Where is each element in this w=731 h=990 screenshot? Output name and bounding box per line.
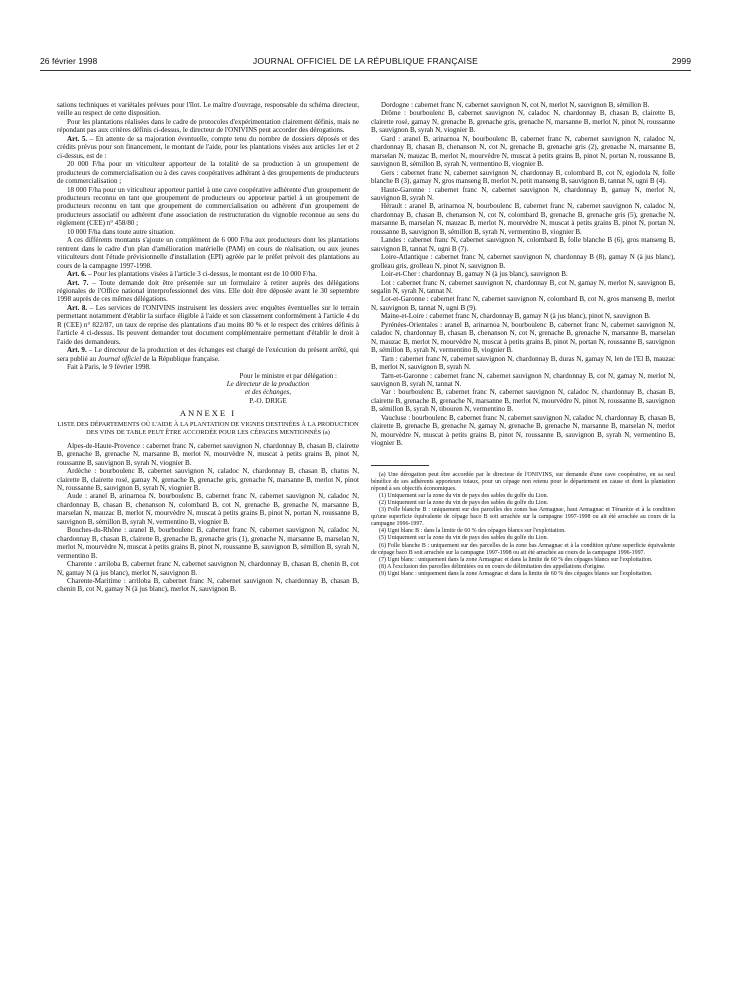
department-entry: Aude : aranel B, arinarnoa N, bourboulenc B, cabernet franc N, cabernet sauvignon N, caladoc N, chardonnay B, chasan B, chenanson N, colombard B, cot N, grenache B, grenache N, marsanne B, marselan N, mauzac B, merlot N, mourvèdre N, muscat à petits grains B, pinot N, portan N, roussanne B, sauvignon B, sémillon B, syrah N, vermentino B, viognier B.	[57, 492, 359, 526]
paragraph: Pour les plantations réalisées dans le cadre de protocoles d'expérimentation clairement définis, mais ne répondant pas aux critères définis ci-dessus, le directeur de l'ONIVINS peut accorder des dérogations.	[57, 117, 359, 135]
footnote: (1) Uniquement sur la zone du vin de pays des sables du golfe du Lion.	[379, 492, 549, 499]
signatory: P.-O. DRIGE	[249, 396, 287, 405]
paragraph: sations techniques et variétales prévues pour l'îlot. Le maître d'ouvrage, responsable du schéma directeur, veille au respect de cette disposition.	[57, 101, 359, 118]
paragraph: 10 000 F/ha dans toute autre situation.	[67, 227, 175, 236]
footnote: (7) Ugni blanc : uniquement dans la zone Armagnac et dans la limite de 60 % des cépages blancs sur l'exploitation.	[379, 556, 653, 563]
annex-heading: ANNEXE I	[179, 408, 237, 419]
article-label: Art. 7.	[67, 278, 89, 287]
department-entry: Vaucluse : bourboulenc B, cabernet franc N, cabernet sauvignon N, caladoc N, chardonnay B, chasan B, clairette B, grenache B, grenache N, gamay N, grenache B, grenache N, marsanne B, marselan N, merlot N, mourvèdre N, muscat à petits grains B, pinot N, roussanne B, sauvignon B, syrah N, vermentino B, viognier B.	[371, 413, 675, 448]
department-entry: Alpes-de-Haute-Provence : cabernet franc N, cabernet sauvignon N, chardonnay B, chasan B, clairette B, grenache B, grenache N, marsanne B, merlot N, mourvèdre N, muscat à petits grains B, pinot N, roussanne B, sauvignon B, syrah N, viognier B.	[57, 441, 359, 467]
article-text: – En attente de sa majoration éventuelle, compte tenu du nombre de dossiers déposés et des crédits prévus pour son financement, le montant de l'aide, pour les plantations visées aux articles 1er et 2 ci-dessus, est de :	[57, 134, 359, 160]
department-entry: Haute-Garonne : cabernet franc N, cabernet sauvignon N, chardonnay B, gamay N, merlot N, sauvignon B, syrah N.	[371, 185, 675, 202]
department-entry: Lot-et-Garonne : cabernet franc N, cabernet sauvignon N, colombard B, cot N, gros manseng B, merlot N, sauvignon B, tannat N, ugni B (9).	[371, 295, 675, 312]
paragraph: 18 000 F/ha pour un viticulteur apporteur partiel à une cave coopérative adhérente d'un groupement de producteurs reconnu en tant que groupement de producteurs ou apporteur partiel à un groupement de producteurs reconnu en tant que groupement de commercialisation ou adhérent d'un groupement de producteurs associatif ou adhérent d'une association de restructuration du vignoble reconnue au sens du règlement (CEE) n° 458/80 ;	[57, 185, 359, 228]
department-entry: Gard : aranel B, arinarnoa N, bourboulenc B, cabernet franc N, cabernet sauvignon N, caladoc N, chardonnay B, chasan B, chenanson N, cot N, grenache B, grenache gris (2), grenache N, marsanne B, marselan N, mauzac B, merlot N, mourvèdre N, muscat à petits grains B, pinot N, portan N, roussanne B, sauvignon B, sémillon B, syrah N, vermentino B, viognier B.	[371, 134, 675, 169]
department-entry: Charente : arriloba B, cabernet franc N, cabernet sauvignon N, chardonnay B, chasan B, chenin B, cot N, gamay N (à jus blanc), merlot N, sauvignon B.	[57, 560, 359, 577]
page-header	[40, 56, 691, 68]
department-entry: Drôme : bourboulenc B, cabernet sauvignon N, caladoc N, chardonnay B, chasan B, clairette B, clairette rosé, gamay N, grenache B, grenache gris, grenache N, marsanne B, merlot N, pinot N, roussanne B, sauvignon B, syrah N, viognier B.	[371, 109, 675, 135]
footnote: (5) Uniquement sur la zone du vin de pays des sables du golfe du Lion.	[379, 535, 549, 542]
department-entry: Pyrénées-Orientales : aranel B, arinarnoa N, bourboulenc B, cabernet franc N, cabernet sauvignon N, caladoc N, chardonnay B, chasan B, chenanson N, cot N, grenache B, grenache N, marsanne B, marselan N, mauzac B, merlot N, mourvèdre N, muscat à petits grains B, pinot N, portan N, roussanne B, sauvignon B, sémillon B, syrah N, vermentino B, viognier B.	[371, 320, 675, 355]
header-date: 26 février 1998	[40, 56, 98, 66]
footnote: (4) Ugni blanc B : dans la limite de 60 % des cépages blancs sur l'exploitation.	[379, 528, 566, 535]
right-column	[371, 101, 675, 578]
footnote-rule	[371, 465, 429, 466]
date-line: Fait à Paris, le 9 février 1998.	[67, 363, 151, 372]
department-entry: Tarn : cabernet franc N, cabernet sauvignon N, chardonnay B, duras N, gamay N, len de l'El B, mauzac B, merlot N, sauvignon B, syrah N.	[371, 354, 675, 372]
department-entry: Loir-et-Cher : chardonnay B, gamay N (à jus blanc), sauvignon B.	[381, 270, 568, 279]
department-entry: Charente-Maritime : arriloba B, cabernet franc N, cabernet sauvignon N, chardonnay B, chasan B, chenin B, cot N, gamay N (à jus blanc), merlot N, sauvignon B.	[57, 577, 359, 594]
article-label: Art. 8.	[67, 303, 88, 312]
department-entry: Hérault : aranel B, arinarnoa N, bourboulenc B, cabernet franc N, cabernet sauvignon N, caladoc N, chardonnay B, chasan B, chenanson N, cot N, colombard B, grenache B, grenache gris (5), grenache N, marsanne B, marselan N, mauzac B, merlot N, mourvèdre N, muscat à petits grains B, pinot N, portan N, roussanne B, sauvignon B, sémillon B, syrah N, vermentino B, viognier B.	[371, 202, 675, 236]
journal-ref: Journal officiel	[97, 354, 142, 363]
footnote: (9) Ugni blanc : uniquement dans la zone Armagnac et dans la limite de 60 % des cépages blancs sur l'exploitation.	[379, 570, 653, 577]
page-number: 2999	[671, 56, 691, 66]
footnotes	[371, 472, 675, 578]
article-text: – Les services de l'ONIVINS instruisent les dossiers avec enquêtes éventuelles sur le terrain permettant notamment d'établir la surface éligible à l'aide et son classement conformément à l'article 4 du R (CEE) n° 822/87, un taux de reprise des plantations d'au moins 80 % et le respect des critères définis à l'article 4 ci-dessus. Ils peuvent demander tout document complémentaire permettant d'établir le droit à l'aide des demandeurs.	[57, 303, 359, 346]
footnote: (8) A l'exclusion des parcelles délimitées ou en cours de délimitation des appellations d'origine.	[379, 563, 606, 570]
department-entry: Loire-Atlantique : cabernet franc N, cabernet sauvignon N, chardonnay B (8), gamay N (à jus blanc), grolleau gris, grolleau N, pinot N, sauvignon B.	[371, 253, 675, 270]
department-entry: Tarn-et-Garonne : cabernet franc N, cabernet sauvignon N, chardonnay B, cot N, gamay N, merlot N, sauvignon B, syrah N, tannat N.	[371, 371, 675, 388]
department-entry: Lot : cabernet franc N, cabernet sauvignon N, chardonnay B, cot N, gamay N, merlot N, sauvignon B, segalin N, syrah N, tannat N.	[371, 278, 675, 295]
paragraph: A ces différents montants s'ajoute un complément de 6 000 F/ha aux producteurs dont les plantations rentrent dans le cadre d'un plan d'amélioration matérielle (PAM) en cours de réalisation, ou aux jeunes viticulteurs dont l'étude prévisionnelle d'installation (EPI) agréée par le préfet prévoit des plantations au cours de la campagne 1997-1998.	[57, 236, 359, 270]
journal-title: JOURNAL OFFICIEL DE LA RÉPUBLIQUE FRANÇAISE	[252, 56, 479, 66]
article-text: – Le directeur de la production et des échanges est chargé de l'exécution du présent arrêté, qui sera publié au	[57, 346, 359, 363]
department-entry: Landes : cabernet franc N, cabernet sauvignon N, colombard B, folle blanche B (6), gros manseng B, sauvignon B, tannat N, ugni B (7).	[371, 236, 675, 253]
article-label: Art. 9.	[67, 346, 87, 355]
article-text: – Pour les plantations visées à l'article 3 ci-dessus, le montant est de 10 000 F/ha.	[86, 270, 318, 279]
department-entry: Maine-et-Loire : cabernet franc N, chardonnay B, gamay N (à jus blanc), pinot N, sauvignon B.	[381, 312, 651, 321]
department-entry: Dordogne : cabernet franc N, cabernet sauvignon N, cot N, merlot N, sauvignon B, sémillon B.	[381, 101, 650, 109]
department-entry: Bouches-du-Rhône : aranel B, bourboulenc B, cabernet franc N, cabernet sauvignon N, caladoc N, chardonnay B, chasan B, clairette B, grenache B, grenache gris (1), grenache N, marsanne B, marselan N, merlot N, mourvèdre N, muscat à petits grains B, pinot N, roussanne B, sauvignon B, sémillon B, syrah N, vermentino B.	[57, 526, 359, 560]
signature-title: Le directeur de la production	[226, 379, 310, 388]
footnote: (6) Folle blanche B : uniquement sur des parcelles de la zone bas Armagnac et à la condition qu'une superficie équivalente de cépage baco B soit arrachée sur la campagne 1997-1998 ou ait été arrachée au cours de la campagne 1996-1997.	[371, 542, 675, 556]
article-label: Art. 6.	[67, 270, 87, 279]
signature-title: et des échanges,	[245, 388, 291, 397]
footnote: (3) Folle blanche B : uniquement sur des parcelles des zones bas Armagnac, haut Armagnac et Ténarèze et à la condition qu'une superficie équivalente de cépage baco B soit arrachée sur la campagne 1997-1998 ou ait été arrachée au cours de la campagne 1996-1997.	[371, 507, 675, 528]
left-column	[57, 101, 359, 594]
annex-title: LISTE DES DÉPARTEMENTS OÙ L'AIDE À LA PLANTATION DE VIGNES DESTINÉES À LA PRODUCTION DES VINS DE TABLE PEUT ÊTRE ACCORDÉE POUR LES CÉPAGES MENTIONNÉS (a)	[57, 420, 359, 436]
department-entry: Var : bourboulenc B, cabernet franc N, cabernet sauvignon N, caladoc N, chardonnay B, chasan B, clairette B, grenache B, grenache N, marsanne B, merlot N, mourvèdre N, pinot N, roussanne B, sauvignon B, sémillon B, syrah N, tibouren N, vermentino B.	[371, 388, 675, 414]
article-text: de la République française.	[141, 354, 220, 363]
department-entry: Ardèche : bourboulenc B, cabernet sauvignon N, caladoc N, chardonnay B, chasan B, chatus N, clairette B, clairette rosé, gamay N, grenache B, grenache gris, grenache N, marsanne B, merlot N, pinot N, roussanne B, sauvignon B, syrah N, viognier B.	[57, 467, 359, 493]
article-label: Art. 5.	[67, 134, 88, 143]
footnote: (2) Uniquement sur la zone du vin de pays des sables du golfe du Lion.	[379, 499, 549, 506]
article-text: – Toute demande doit être présentée sur un formulaire à retirer auprès des délégations régionales de l'Office national interprofessionnel des vins. Elle doit être déposée avant le 30 septembre 1998 auprès de ces mêmes délégations.	[57, 278, 360, 304]
paragraph: 20 000 F/ha pour un viticulteur apporteur de la totalité de sa production à un groupement de producteurs de commercialisation ou à des caves coopératives adhérant à des groupements de producteurs de commercialisation ;	[57, 160, 359, 186]
signature-line: Pour le ministre et par délégation :	[239, 371, 337, 380]
footnote: (a) Une dérogation peut être accordée par le directeur de l'ONIVINS, sur demande d'une cave coopérative, en sa seul bénéfice de ses adhérents apporteurs totaux, pour un cépage non retenu pour le département en cause et dont la plantation répond à ses objectifs économiques.	[371, 471, 675, 492]
header-rule	[40, 70, 691, 71]
department-entry: Gers : cabernet franc N, cabernet sauvignon N, chardonnay B, colombard B, cot N, egiodola N, folle blanche B (3), gamay N, gros manseng B, merlot N, petit manseng B, sauvignon B, tannat N, ugni B (4).	[371, 168, 675, 186]
